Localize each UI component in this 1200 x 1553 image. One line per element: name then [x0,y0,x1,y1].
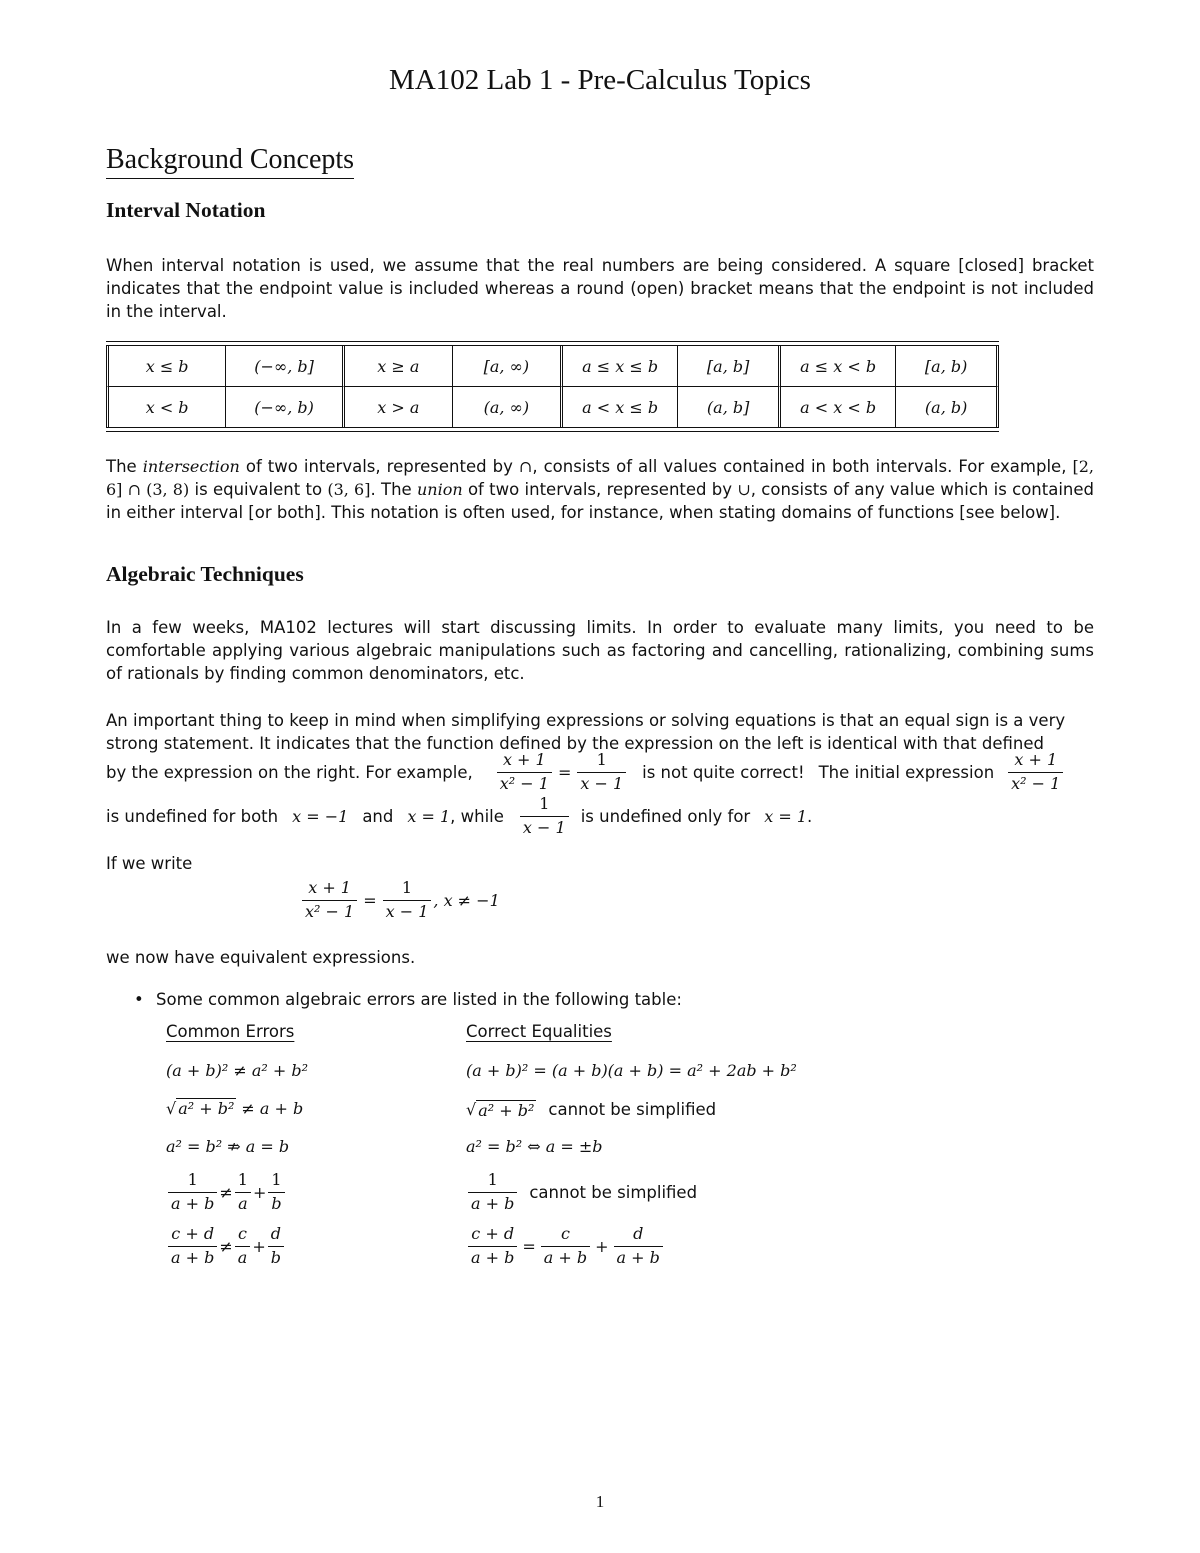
text: , consists of any value which is contained in either interval [or both]. This notation is often used, for instance, when stating domains of functions [see below]. [106,480,1094,522]
column-header-correct-equalities: Correct Equalities [466,1022,612,1041]
text: by the expression on the right. For example, [106,762,473,782]
fraction: $\frac{x + 1}{\text{x² − 1}}$ [1008,752,1063,793]
inequality-cell: a < x < b [778,387,895,427]
text: The [106,457,143,476]
interval-cell: [a, b) [895,346,999,387]
interval-cell: (a, b) [895,387,999,427]
fraction: $\frac{d}{b}$ [268,1226,284,1267]
paragraph-intersection-union [106,455,1094,524]
error-2 [166,1098,303,1118]
fraction: $\frac{c}{a + b}$ [541,1226,590,1267]
paragraph-equal-sign [106,709,1094,755]
math-example: (3, 6] [327,480,371,499]
interval-cell: [a, ∞) [452,346,560,387]
radicand: a² + b² [478,1100,535,1120]
text: cannot be simplified [529,1182,698,1202]
fraction: $\frac{1}{b}$ [268,1172,284,1213]
sqrt-icon: √ [466,1100,477,1119]
text-line: strong statement. It indicates that the function defined by the expression on the left is identical with that defined [106,734,1044,753]
inequality-cell: x < b [106,387,225,427]
fraction: $\frac{x + 1}{\text{x² − 1}}$ [302,880,357,921]
interval-cell: (−∞, b] [225,346,342,387]
math: x = 1 [764,806,807,826]
fraction: $\frac{d}{a + b}$ [614,1226,663,1267]
equals: = [522,1236,536,1256]
text: . [807,806,813,826]
fraction: $\frac{1}{x - 1}$ [577,752,626,793]
fraction: $\frac{c + d}{a + b}$ [468,1226,517,1267]
inequality-cell: a < x ≤ b [560,387,677,427]
sqrt-icon: √ [166,1098,177,1118]
fraction: $\frac{1}{a + b}$ [168,1172,217,1213]
radicand: a² + b² [178,1099,235,1118]
fraction: $\frac{c + d}{a + b}$ [168,1226,217,1267]
text: The initial expression [818,762,995,782]
correct-1: (a + b)² = (a + b)(a + b) = a² + 2ab + b² [466,1061,797,1080]
fraction: $\frac{1}{x - 1}$ [383,880,432,921]
interval-cell: (−∞, b) [225,387,342,427]
column-header-common-errors: Common Errors [166,1022,295,1041]
error-1: (a + b)² ≠ a² + b² [166,1061,309,1080]
inequality-cell: x ≥ a [342,346,452,387]
text: is equivalent to [189,480,328,499]
page-title: MA102 Lab 1 - Pre-Calculus Topics [389,64,811,96]
fraction: $\frac{1}{a}$ [235,1172,251,1213]
interval-cell: (a, ∞) [452,387,560,427]
correct-3: a² = b² ⇔ a = ±b [466,1137,603,1156]
fraction: $\frac{c}{a}$ [235,1226,251,1267]
equals: = [557,762,572,782]
example-line [106,752,1065,793]
paragraph-if-we-write: If we write [106,854,193,873]
text: of two intervals, represented by [239,457,519,476]
text: is undefined for both [106,806,279,826]
condition: , x ≠ −1 [433,890,500,910]
paragraph-limits: In a few weeks, MA102 lectures will start discussing limits. In order to evaluate many limits, you need to be comfortable applying various algebraic manipulations such as factoring and cancelling, rationalizing, combining sums of rationals by finding common denominators, etc. [106,618,1094,683]
text: is undefined only for [580,806,751,826]
term-intersection: intersection [142,457,240,476]
union-symbol: ∪ [737,480,751,499]
correct-4 [466,1172,697,1213]
plus: + [252,1182,267,1202]
error-5 [166,1226,286,1267]
fraction: $\frac{x + 1}{\text{x² − 1}}$ [497,752,552,793]
correct-5 [466,1226,665,1267]
paragraph-interval-intro: When interval notation is used, we assume that the real numbers are being considered. A square [closed] bracket indicates that the endpoint value is included whereas a round (open) bracket means that the endpoint is not included in the interval. [106,256,1094,321]
error-4 [166,1172,287,1213]
plus: + [252,1236,266,1256]
fraction: $\frac{1}{a + b}$ [468,1172,517,1213]
fraction: $\frac{1}{x - 1}$ [520,796,569,837]
plus: + [595,1236,609,1256]
inequality-cell: x ≤ b [106,346,225,387]
interval-row [106,387,999,427]
paragraph-equivalent: we now have equivalent expressions. [106,948,416,967]
intersection-symbol: ∩ [518,457,533,476]
text-line: An important thing to keep in mind when simplifying expressions or solving equations is that an equal sign is a very [106,711,1066,730]
math: ≠ a + b [241,1098,304,1118]
correct-2 [466,1098,716,1121]
text: , consists of all values contained in both intervals. For example, [532,457,1073,476]
text: , while [450,806,504,826]
interval-cell: (a, b] [677,387,778,427]
bullet-text: Some common algebraic errors are listed in the following table: [156,990,682,1009]
page-number: 1 [595,1492,605,1511]
math-example: [2, 6] ∩ (3, 8) [106,457,1094,499]
interval-table [106,341,999,432]
subsection-interval-notation: Interval Notation [106,198,266,222]
text: is not quite correct! [642,762,805,782]
interval-cell: [a, b] [677,346,778,387]
text: of two intervals, represented by [462,480,738,499]
neq: ≠ [219,1182,233,1202]
inequality-cell: x > a [342,387,452,427]
text: cannot be simplified [548,1100,717,1119]
interval-row [106,346,999,387]
math: x = −1 [292,806,349,826]
text: . The [370,480,417,499]
text: and [362,806,394,826]
error-3: a² = b² ⇏ a = b [166,1137,290,1156]
inequality-cell: a ≤ x < b [778,346,895,387]
bullet-errors [134,988,682,1011]
subsection-algebraic-techniques: Algebraic Techniques [106,562,304,586]
term-union: union [416,480,463,499]
bullet-icon: • [134,990,144,1009]
neq: ≠ [219,1236,233,1256]
display-equation [300,880,500,921]
section-heading: Background Concepts [106,144,354,179]
equals: = [363,890,377,910]
math: x = 1 [407,806,451,826]
inequality-cell: a ≤ x ≤ b [560,346,677,387]
undefined-line [106,796,812,837]
